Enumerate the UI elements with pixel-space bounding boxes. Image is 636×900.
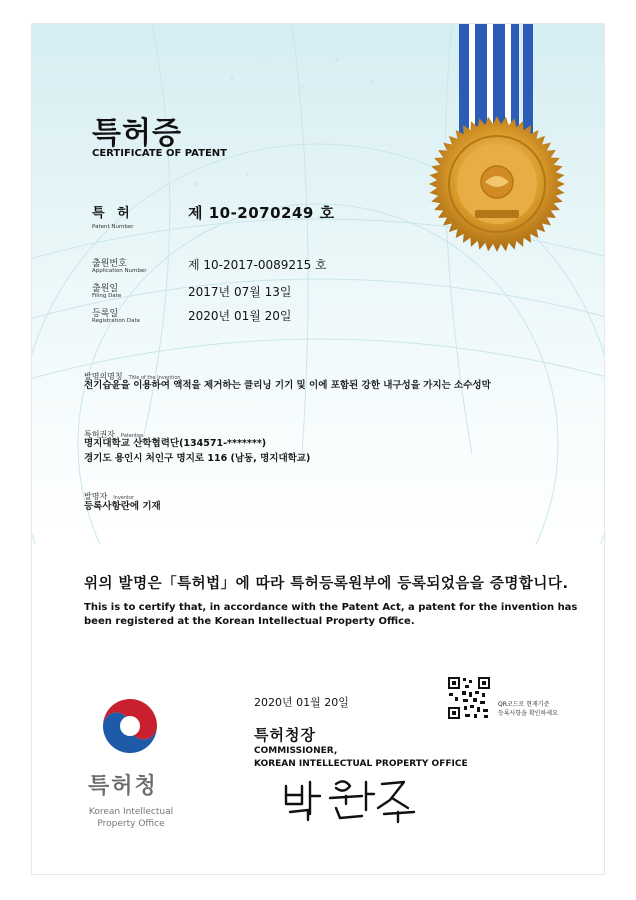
- application-number-label: 출원번호: [92, 259, 127, 269]
- registration-date-value: 2020년 01월 20일: [188, 309, 292, 323]
- qr-code[interactable]: [447, 676, 491, 720]
- patent-number-value: 제 10-2070249 호: [188, 204, 335, 222]
- inventor-value: 등록사항란에 기재: [84, 501, 161, 512]
- certificate-paper: [32, 24, 604, 874]
- certification-statement-en: This is to certify that, in accordance with the Patent Act, a patent for the invention has been registered at the Korean Intellectual Property Office.: [84, 602, 578, 627]
- inventor-label-en: Inventor: [113, 495, 135, 501]
- commissioner-en-line2: KOREAN INTELLECTUAL PROPERTY OFFICE: [254, 759, 468, 769]
- qr-note: [498, 700, 558, 718]
- office-name-ko: 특허청: [88, 774, 158, 799]
- inventor-label: 발명자: [84, 492, 108, 501]
- filing-date-label: 출원일: [92, 284, 119, 294]
- filing-date-label-en: Filing Date: [92, 293, 122, 299]
- gold-seal: [427, 114, 567, 254]
- patent-number-label-en: Patent Number: [92, 224, 134, 230]
- document-title-ko: 특허증: [92, 116, 182, 151]
- document-title-en: CERTIFICATE OF PATENT: [92, 148, 227, 159]
- commissioner-title-en: [254, 745, 468, 771]
- qr-note-line1: QR코드로 현재기준: [498, 701, 550, 708]
- patentee-name: 명지대학교 산학협력단(134571-*******): [84, 438, 267, 449]
- application-number-label-en: Application Number: [92, 268, 147, 274]
- issue-date: 2020년 01월 20일: [254, 696, 349, 709]
- qr-note-line2: 등록사항을 확인하세요: [498, 710, 558, 717]
- patent-number-label: 특 허: [92, 206, 134, 221]
- application-number-value: 제 10-2017-0089215 호: [188, 258, 327, 272]
- patentee-address: 경기도 용인시 처인구 명지로 116 (남동, 명지대학교): [84, 453, 311, 464]
- invention-title-label-en: Title of the Invention: [128, 375, 181, 381]
- office-name-en: Korean Intellectual Property Office: [88, 807, 174, 829]
- registration-date-label: 등록일: [92, 309, 119, 319]
- commissioner-title-ko: 특허청장: [254, 726, 316, 744]
- invention-title-value: 전기습윤을 이용하여 액적을 제거하는 클리닝 기기 및 이에 포함된 강한 내구성을 가지는 소수성막: [84, 380, 491, 391]
- kipo-taegeuk-logo: [100, 696, 160, 756]
- certification-statement-ko: 위의 발명은「특허법」에 따라 특허등록원부에 등록되었음을 증명합니다.: [84, 576, 569, 592]
- filing-date-value: 2017년 07월 13일: [188, 285, 292, 299]
- invention-title-label: 발명의명칭: [84, 372, 123, 381]
- commissioner-signature: [280, 774, 420, 824]
- patentee-label-en: Patentee: [120, 433, 144, 439]
- registration-date-label-en: Registration Date: [92, 318, 141, 324]
- patentee-label: 특허권자: [84, 430, 115, 439]
- commissioner-en-line1: COMMISSIONER,: [254, 746, 338, 756]
